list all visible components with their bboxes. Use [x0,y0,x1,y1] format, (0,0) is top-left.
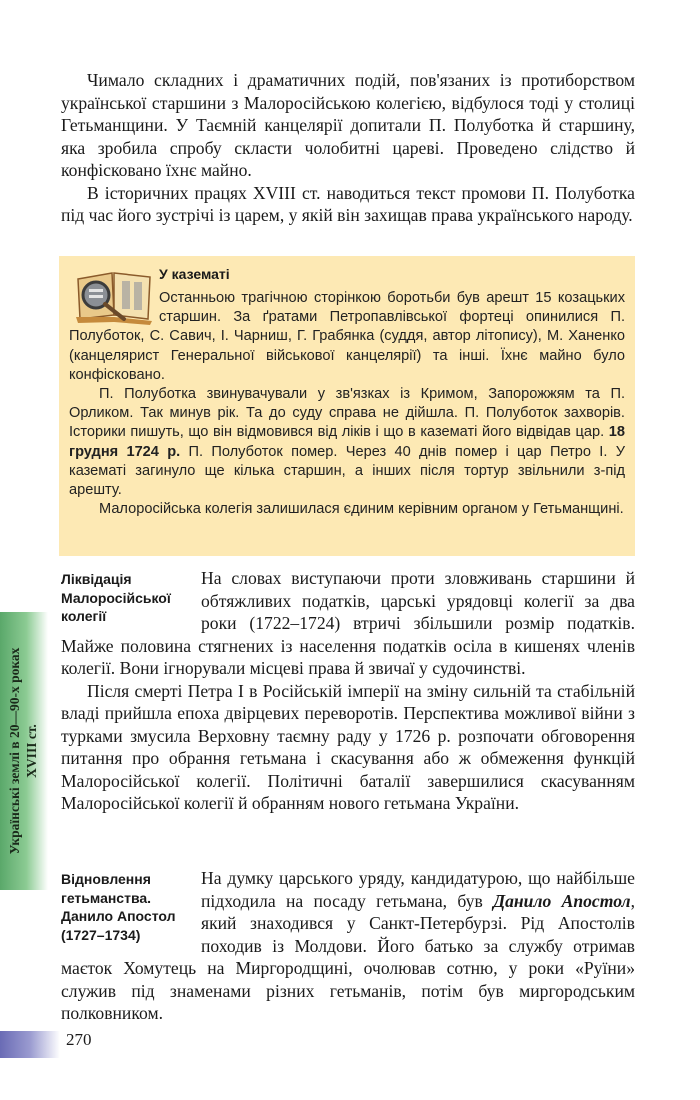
sidenote-line: Данило Апостол [61,908,176,924]
chapter-title-vertical [0,612,48,890]
restoration-text: На думку царського уряду, кандидатурою, що найбільше підходила на посаду гетьмана, був [201,868,635,911]
infobox-in-casemate [59,256,635,556]
liquidation-paragraph-1: На словах виступаючи проти зловживань старшини й обтяжливих податків, царські урядовці колегії за два роки (1722–1724) втричі збільшили розмір податків. Майже половина стягнених із населення податків осіла в кишенях членів колегії. Вони ігнорували місцеві права й звичаї у судочинстві. [61,568,635,678]
sidenote-line: гетьманства. [61,889,152,906]
page-number: 270 [66,1030,92,1049]
intro-paragraph-2: В історичних працях XVIII ст. наводиться текст промови П. Полуботка під час його зустрічі із царем, у якій він захищав права українського народу. [61,182,635,225]
infobox-paragraph-1: Останньою трагічною сторінкою боротьби був арешт 15 козацьких старшин. За ґратами Петропавлівської фортеці опинилися П. Полуботок, С. Савич, І. Чарниш, Г. Грабянка (суддя, автор літопису), М. Ханенко (канцелярист Генеральної військової канцелярії) та інші. Їхнє майно було конфісковано. [69,290,625,383]
sidenote-line: (1727–1734) [61,926,141,943]
section-restoration [61,867,635,1025]
restoration-text-end: , який знаходився у Санкт-Петербурзі. Рід Апостолів походив із Молдови. Його батько за службу отримав маєток Хомутець на Миргородщині, очолював сотню, у роки «Руїни» служив під знаменами різних гетьманів, потім був миргородським полковником. [61,890,635,1023]
infobox-title: У казематі [159,266,230,282]
infobox-p2-text: П. Полуботка звинувачували у зв'язках із Кримом, Запорожжям та П. Орликом. Так минув рік. Та до суду справа не дійшла. П. Полуботок захворів. Історики пишуть, що він відмовився від ліків і що в казематі його відвідав цар. [69,386,625,441]
hetman-name: Данило Апостол [493,890,631,911]
infobox-body [69,289,625,519]
sidenote-line: Ліквідація [61,571,132,587]
chapter-title-line-1: Українські землі в 20—90-х роках [7,647,22,855]
infobox-paragraph-2 [69,385,625,500]
intro-text [61,69,635,227]
sidenote-line: Відновлення [61,871,151,887]
death-date: 18 грудня 1724 р. [69,424,625,460]
chapter-side-tab [0,612,48,890]
sidenote-line: Малоросійської [61,589,171,606]
chapter-title-line-2: XVIII ст. [24,724,39,778]
sidenote-line: колегії [61,608,107,624]
infobox-paragraph-3: Малоросійська колегія залишилася єдиним керівним органом у Гетьманщині. [99,501,624,518]
infobox-p2-text-end: П. Полуботок помер. Через 40 днів помер і цар Петро І. У казематі загинуло ще кілька старшин, а інших після тортур звільнили з-під арешту. [69,443,625,499]
liquidation-paragraph-2: Після смерті Петра І в Російській імперії на зміну сильній та стабільній владі прийшла епоха двірцевих переворотів. Перспектива можливої війни з турками змусила Верховну таємну раду у 1726 р. розпочати обговорення питання про обрання гетьмана і скасування або ж обмеження функцій Малоросійської колегії. Політичні баталії завершилися скасуванням Малоросійської колегії й обранням нового гетьмана України. [61,680,635,813]
intro-paragraph-1: Чимало складних і драматичних подій, пов'язаних із протиборством української старшини з Малоросійською колегією, відбулося тоді у столиці Гетьманщини. У Таємній канцелярії допитали П. Полуботка й старшину, яка зробила спробу скласти чолобитні цареві. Проведено слідство й конфісковано їхнє майно. [61,70,635,180]
page-number-bar [0,1031,60,1058]
section-liquidation [61,567,635,815]
